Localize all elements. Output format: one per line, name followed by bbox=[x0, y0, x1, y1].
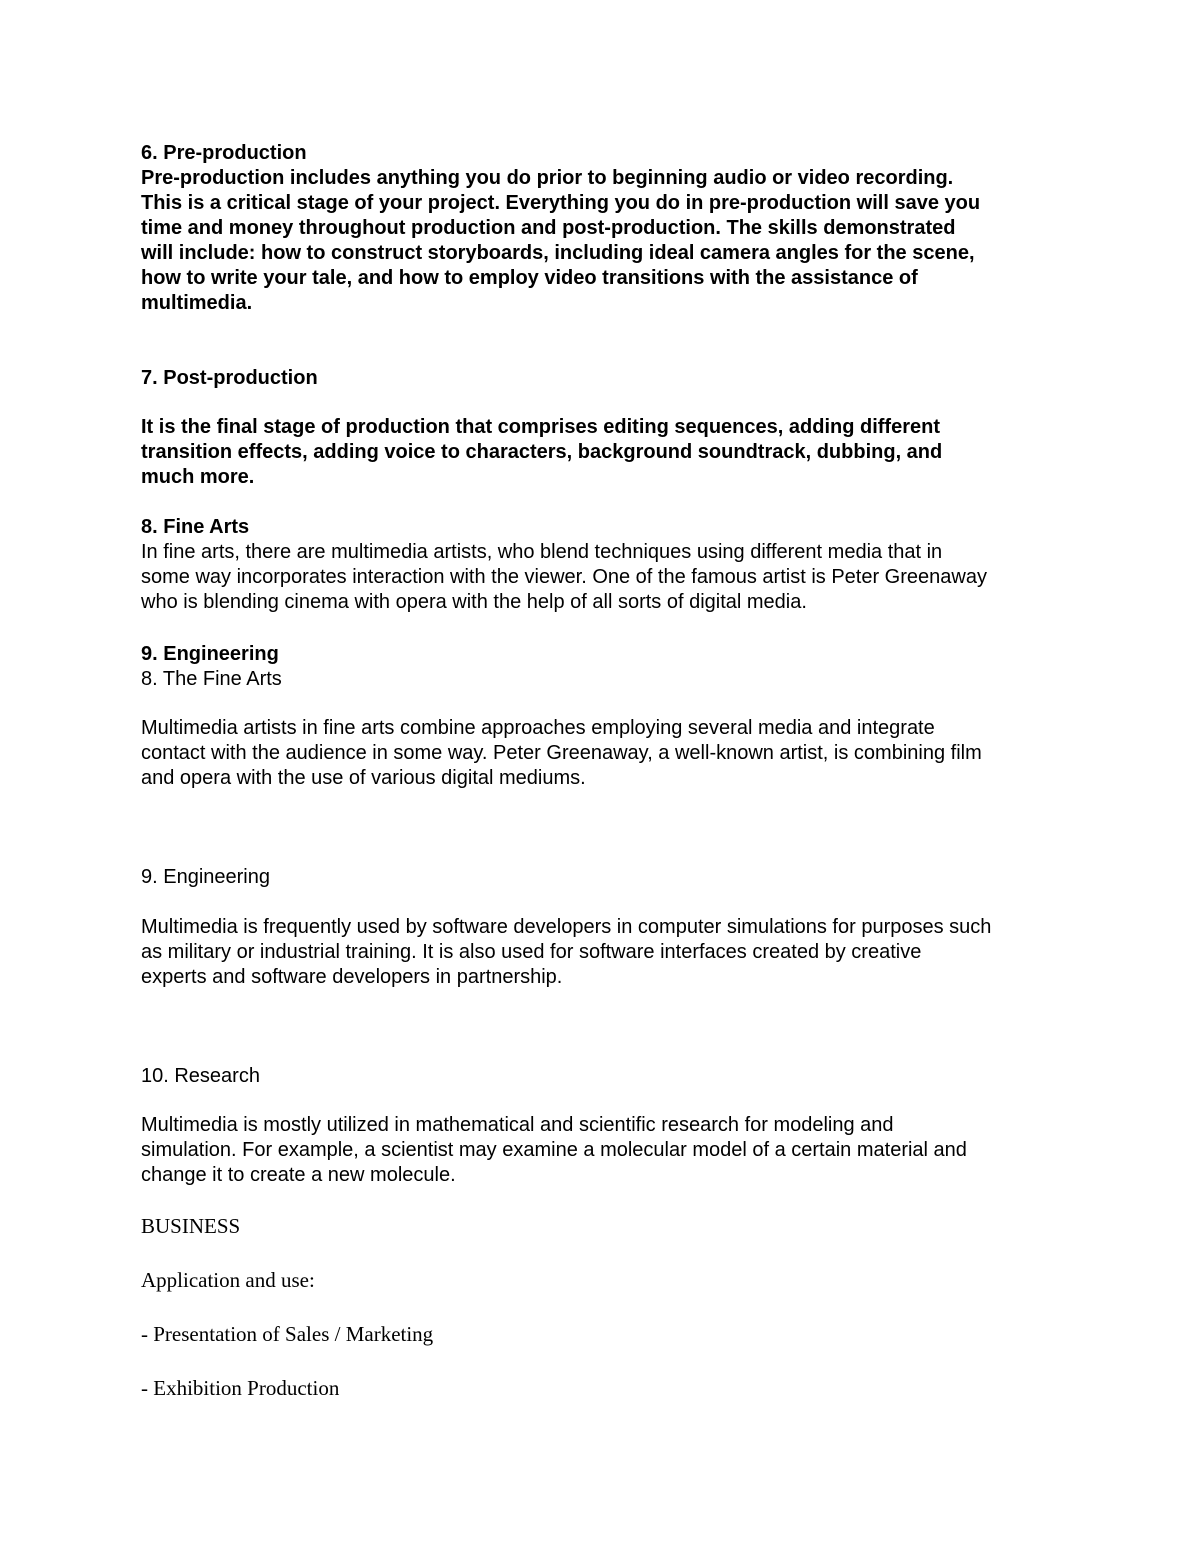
fine-arts-heading: 8. Fine Arts bbox=[141, 516, 250, 538]
fine-arts-paraphrase-body: Multimedia artists in fine arts combine approaches employing several media and integrate contact with the audience in some way. Peter Greenaway, a well-known artist, is combining film and opera with the use of various digital mediums. bbox=[141, 717, 982, 789]
fine-arts-subheading: 8. The Fine Arts bbox=[141, 668, 282, 690]
business-heading: BUSINESS bbox=[141, 1214, 241, 1238]
business-intro: Application and use: bbox=[141, 1268, 315, 1292]
business-list-item: - Exhibition Production bbox=[141, 1376, 340, 1400]
pre-production-body: Pre-production includes anything you do prior to beginning audio or video recording. This is a critical stage of your project. Everything you do in pre-production will save you time and money throughout production and post-production. The skills demonstrated will include: how to construct storyboards, including ideal camera angles for the scene, how to write your tale, and how to employ video transitions with the assistance of multimedia. bbox=[141, 167, 981, 314]
engineering-plain-heading: 9. Engineering bbox=[141, 866, 270, 888]
post-production-heading: 7. Post-production bbox=[141, 367, 318, 389]
pre-production-heading: 6. Pre-production bbox=[141, 142, 307, 164]
engineering-heading: 9. Engineering bbox=[141, 643, 279, 665]
research-heading: 10. Research bbox=[141, 1065, 260, 1087]
business-list-item: - Presentation of Sales / Marketing bbox=[141, 1322, 434, 1346]
engineering-plain-body: Multimedia is frequently used by software developers in computer simulations for purposes such as military or industrial training. It is also used for software interfaces created by creative experts and software developers in partnership. bbox=[141, 916, 992, 988]
research-body: Multimedia is mostly utilized in mathematical and scientific research for modeling and simulation. For example, a scientist may examine a molecular model of a certain material and change it to create a new molecule. bbox=[141, 1114, 967, 1186]
post-production-body: It is the final stage of production that comprises editing sequences, adding different transition effects, adding voice to characters, background soundtrack, dubbing, and much more. bbox=[141, 416, 943, 488]
fine-arts-body: In fine arts, there are multimedia artists, who blend techniques using different media that in some way incorporates interaction with the viewer. One of the famous artist is Peter Greenaway who is blending cinema with opera with the help of all sorts of digital media. bbox=[141, 541, 987, 613]
